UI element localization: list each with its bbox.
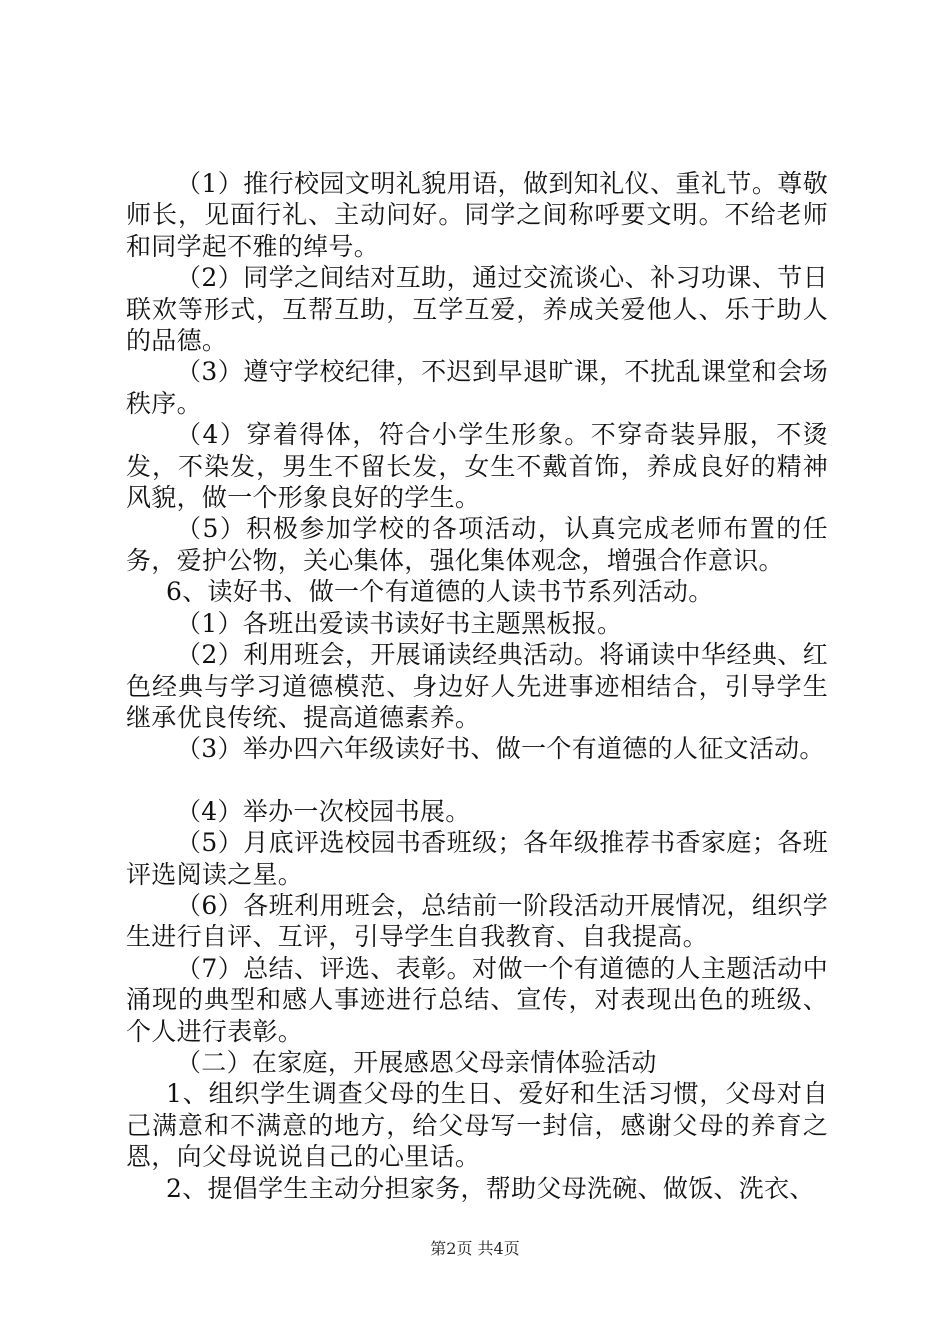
page-footer: 第2页 共4页 (430, 1239, 520, 1258)
blank-line (126, 765, 828, 796)
paragraph-3: （3）遵守学校纪律，不迟到早退旷课，不扰乱课堂和会场秩序。 (126, 357, 828, 418)
paragraph-14: （二）在家庭，开展感恩父母亲情体验活动 (176, 1047, 657, 1077)
paragraph-4: （4）穿着得体，符合小学生形象。不穿奇装异服，不烫发，不染发，男生不留长发，女生不戴首饰，养成良好的精神风貌，做一个形象良好的学生。 (126, 420, 828, 513)
paragraph-2: （2）同学之间结对互助，通过交流谈心、补习功课、节日联欢等形式，互帮互助，互学互爱，养成关爱他人、乐于助人的品德。 (126, 263, 828, 356)
paragraph-1: （1）推行校园文明礼貌用语，做到知礼仪、重礼节。尊敬师长，见面行礼、主动问好。同学之间称呼要文明。不给老师和同学起不雅的绰号。 (126, 169, 828, 261)
paragraph-8: （2）利用班会，开展诵读经典活动。将诵读中华经典、红色经典与学习道德模范、身边好人先进事迹相结合，引导学生继承优良传统、提高道德素养。 (126, 640, 828, 732)
paragraph-10: （4）举办一次校园书展。 (176, 796, 471, 826)
document-body (126, 168, 828, 1204)
paragraph-5: （5）积极参加学校的各项活动，认真完成老师布置的任务，爱护公物，关心集体，强化集体观念，增强合作意识。 (126, 514, 828, 575)
paragraph-11: （5）月底评选校园书香班级；各年级推荐书香家庭；各班评选阅读之星。 (126, 828, 828, 889)
paragraph-7: （1）各班出爱读书读好书主题黑板报。 (176, 608, 623, 638)
paragraph-15: 1、组织学生调查父母的生日、爱好和生活习惯，父母对自己满意和不满意的地方，给父母写一封信，感谢父母的养育之恩，向父母说说自己的心里话。 (126, 1079, 828, 1172)
paragraph-16: 2、提倡学生主动分担家务，帮助父母洗碗、做饭、洗衣、 (166, 1173, 815, 1203)
paragraph-13: （7）总结、评选、表彰。对做一个有道德的人主题活动中涌现的典型和感人事迹进行总结、宣传，对表现出色的班级、个人进行表彰。 (126, 953, 828, 1046)
paragraph-9: （3）举办四六年级读好书、做一个有道德的人征文活动。 (176, 734, 825, 764)
paragraph-6: 6、读好书、做一个有道德的人读书节系列活动。 (166, 577, 714, 607)
paragraph-12: （6）各班利用班会，总结前一阶段活动开展情况，组织学生进行自评、互评，引导学生自我教育、自我提高。 (126, 890, 828, 952)
